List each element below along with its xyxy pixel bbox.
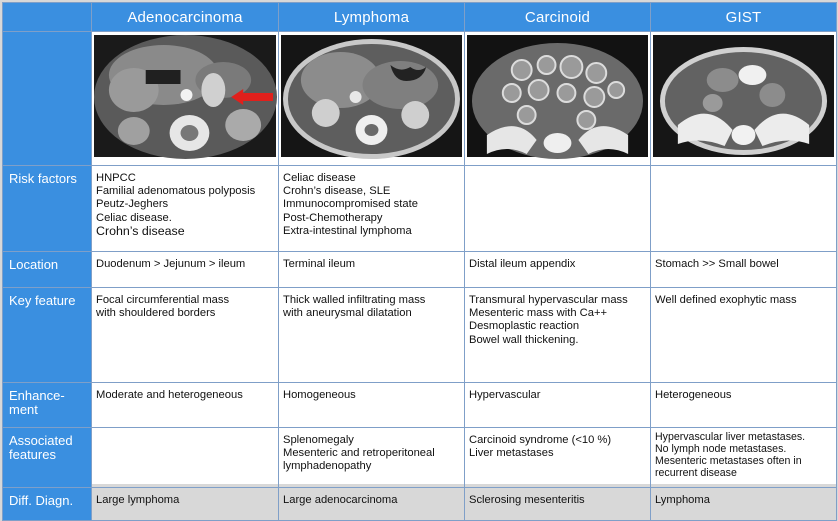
list-item: Duodenum > Jejunum > ileum (96, 258, 246, 270)
associated-adenocarcinoma (92, 428, 279, 488)
risk-adenocarcinoma (92, 166, 279, 252)
list-item: Crohn’s disease (96, 223, 185, 238)
list-item: Post-Chemotherapy (283, 211, 383, 224)
column-header-gist: GIST (651, 3, 837, 32)
list-item: Immunocompromised state (283, 198, 418, 211)
image-row-header (3, 32, 92, 166)
list-item: Liver metastases (469, 447, 554, 460)
list-item: Well defined exophytic mass (655, 294, 797, 306)
location-carcinoid (465, 252, 651, 288)
list-item: Celiac disease (283, 172, 356, 184)
row-location (3, 252, 837, 288)
list-item: Splenomegaly (283, 434, 354, 446)
associated-gist (651, 428, 837, 488)
enhancement-gist (651, 383, 837, 428)
key-gist (651, 288, 837, 383)
key-carcinoid (465, 288, 651, 383)
list-item: Celiac disease. (96, 211, 172, 224)
list-item: Moderate and heterogeneous (96, 389, 243, 401)
enhancement-lymphoma (279, 383, 465, 428)
list-item: Distal ileum appendix (469, 258, 576, 270)
row-risk-factors (3, 166, 837, 252)
key-adenocarcinoma (92, 288, 279, 383)
list-item: Extra-intestinal lymphoma (283, 224, 412, 237)
location-adenocarcinoma (92, 252, 279, 288)
row-associated-features (3, 428, 837, 488)
list-item: Focal circumferential mass (96, 294, 230, 306)
associated-lymphoma (279, 428, 465, 488)
column-header-lymphoma: Lymphoma (279, 3, 465, 32)
image-row (3, 32, 837, 166)
row-header-key-feature: Key feature (3, 288, 92, 383)
list-item: Homogeneous (283, 389, 356, 401)
associated-carcinoid (465, 428, 651, 488)
row-header-associated-features: Associated features (3, 428, 92, 488)
image-cell-lymphoma (279, 32, 465, 166)
list-item: with aneurysmal dilatation (283, 307, 412, 320)
list-item: Transmural hypervascular mass (469, 294, 628, 306)
list-item: Bowel wall thickening. (469, 333, 579, 346)
list-item: Hypervascular (469, 389, 541, 401)
ct-scan-carcinoid (467, 35, 648, 157)
enhancement-adenocarcinoma (92, 383, 279, 428)
list-item: Thick walled infiltrating mass (283, 294, 426, 306)
list-item: Carcinoid syndrome (<10 %) (469, 434, 612, 446)
list-item: Peutz-Jeghers (96, 198, 169, 211)
ct-scan-lymphoma (281, 35, 462, 157)
list-item: Large lymphoma (96, 494, 180, 506)
diff-gist (651, 488, 837, 521)
ct-scan-adenocarcinoma (94, 35, 276, 157)
image-cell-adenocarcinoma (92, 32, 279, 166)
list-item: recurrent disease (655, 467, 737, 479)
diff-carcinoid (465, 488, 651, 521)
list-item: Crohn’s disease, SLE (283, 185, 391, 198)
image-cell-gist (651, 32, 837, 166)
list-item: Stomach >> Small bowel (655, 258, 779, 270)
list-item: Desmoplastic reaction (469, 320, 580, 333)
row-header-risk-factors: Risk factors (3, 166, 92, 252)
list-item: Heterogeneous (655, 389, 732, 401)
diff-lymphoma (279, 488, 465, 521)
row-differential-diagnosis (3, 488, 837, 521)
key-lymphoma (279, 288, 465, 383)
list-item: Mesenteric and retroperitoneal (283, 447, 435, 460)
row-enhancement (3, 383, 837, 428)
corner-cell (3, 3, 92, 32)
risk-lymphoma (279, 166, 465, 252)
diff-adenocarcinoma (92, 488, 279, 521)
column-header-carcinoid: Carcinoid (465, 3, 651, 32)
list-item: with shouldered borders (96, 307, 216, 320)
row-header-location: Location (3, 252, 92, 288)
list-item: No lymph node metastases. (655, 443, 787, 455)
location-gist (651, 252, 837, 288)
row-header-differential-diagnosis: Diff. Diagn. (3, 488, 92, 521)
list-item: Hypervascular liver metastases. (655, 431, 806, 443)
list-item: Lymphoma (655, 494, 710, 506)
image-cell-carcinoid (465, 32, 651, 166)
list-item: Sclerosing mesenteritis (469, 494, 585, 506)
header-row (3, 3, 837, 32)
list-item: Mesenteric metastases often in (655, 455, 802, 467)
comparison-table-slide (2, 2, 836, 508)
row-key-feature (3, 288, 837, 383)
column-header-adenocarcinoma: Adenocarcinoma (92, 3, 279, 32)
list-item: Mesenteric mass with Ca++ (469, 307, 608, 320)
row-header-enhancement: Enhance-ment (3, 383, 92, 428)
list-item: Familial adenomatous polyposis (96, 185, 256, 198)
risk-gist (651, 166, 837, 252)
list-item: Large adenocarcinoma (283, 494, 398, 506)
enhancement-carcinoid (465, 383, 651, 428)
tumor-comparison-table (2, 2, 837, 521)
ct-scan-gist (653, 35, 834, 157)
list-item: HNPCC (96, 172, 136, 184)
list-item: lymphadenopathy (283, 460, 372, 473)
list-item: Terminal ileum (283, 258, 356, 270)
risk-carcinoid (465, 166, 651, 252)
location-lymphoma (279, 252, 465, 288)
